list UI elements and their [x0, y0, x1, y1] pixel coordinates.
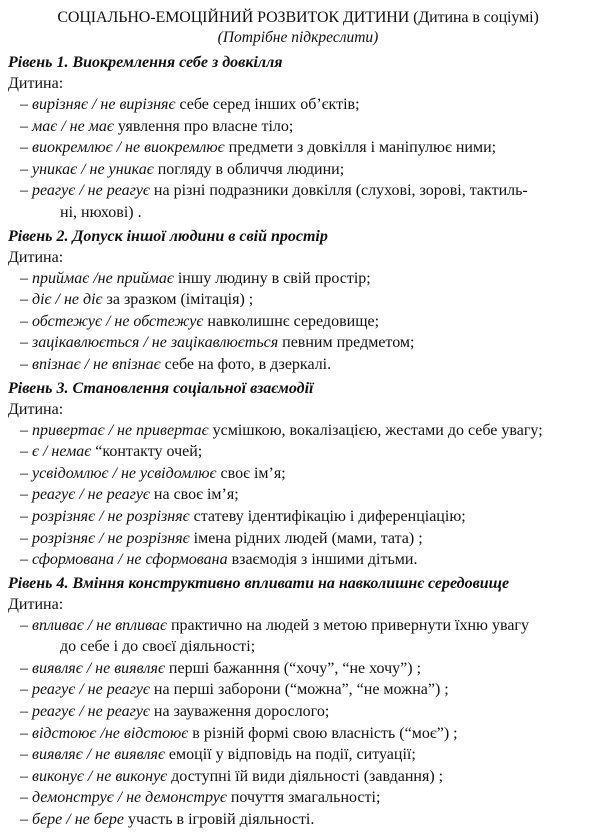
item-choice[interactable]: відстоює /не відстоює	[32, 724, 189, 742]
item-dash: –	[20, 139, 32, 157]
item-text: в різній формі свою власність (“моє”) ;	[192, 724, 458, 742]
list-item	[8, 463, 588, 485]
item-text: на перші заборони (“можна”, “не можна”) ;	[153, 681, 449, 699]
item-choice[interactable]: бере / не бере	[32, 811, 124, 829]
list-item	[8, 268, 588, 290]
item-text: предмети з довкілля і маніпулює ними;	[228, 139, 497, 157]
item-dash: –	[20, 486, 32, 504]
item-dash: –	[20, 182, 32, 200]
list-item	[8, 180, 588, 223]
list-item	[8, 506, 588, 528]
item-choice[interactable]: виокремлює / не виокремлює	[32, 139, 225, 157]
item-dash: –	[20, 160, 32, 178]
level-heading-2: Рівень 2. Допуск іншої людини в свій простір	[8, 227, 328, 245]
item-text: емоції у відповідь на події, ситуації;	[168, 746, 416, 764]
item-dash: –	[20, 464, 32, 482]
item-text: на зауваження дорослого;	[153, 703, 330, 721]
list-item	[8, 549, 588, 571]
item-dash: –	[20, 312, 32, 330]
item-choice[interactable]: вирізняє / не вирізняє	[32, 96, 176, 113]
item-text: уявлення про власне тіло;	[117, 117, 294, 135]
item-choice[interactable]: зацікавлюється / не зацікавлюється	[32, 334, 279, 352]
item-choice[interactable]: виявляє / не виявляє	[32, 746, 165, 764]
item-dash: –	[20, 659, 32, 677]
item-choice[interactable]: розрізняє / не розрізняє	[32, 529, 190, 547]
item-dash: –	[20, 703, 32, 721]
child-label: Дитина:	[8, 75, 64, 92]
item-choice[interactable]: усвідомлює / не усвідомлює	[32, 464, 217, 482]
item-choice[interactable]: виконує / не виконує	[32, 767, 168, 785]
list-item	[8, 137, 588, 159]
item-choice[interactable]: виявляє / не виявляє	[32, 659, 165, 677]
item-dash: –	[20, 529, 32, 547]
item-choice[interactable]: реагує / не реагує	[32, 486, 150, 504]
level-heading-4: Рівень 4. Вміння конструктивно впливати на навколишнє середовище	[8, 574, 510, 592]
item-text: навколишнє середовище;	[207, 312, 380, 330]
list-item	[8, 159, 588, 181]
list-item	[8, 484, 588, 506]
sections-container	[8, 52, 588, 831]
item-text: себе серед інших об’єктів;	[179, 96, 360, 113]
item-dash: –	[20, 551, 32, 569]
child-label: Дитина:	[8, 248, 64, 266]
level-heading-1: Рівень 1. Виокремлення себе з довкілля	[8, 54, 283, 71]
item-text: певним предметом;	[282, 334, 415, 352]
list-item	[8, 809, 588, 831]
item-choice[interactable]: впливає / не впливає	[32, 616, 167, 634]
item-choice[interactable]: розрізняє / не розрізняє	[32, 507, 190, 525]
item-dash: –	[20, 507, 32, 525]
item-choice[interactable]: обстежує / не обстежує	[32, 312, 204, 330]
item-text: усмішкою, вокалізацією, жестами до себе увагу;	[212, 421, 543, 439]
list-item	[8, 701, 588, 723]
item-dash: –	[20, 767, 32, 785]
list-item	[8, 289, 588, 311]
child-label: Дитина:	[8, 595, 64, 613]
item-dash: –	[20, 811, 32, 829]
item-dash: –	[20, 117, 32, 135]
item-choice[interactable]: має / не має	[32, 117, 114, 135]
item-text: почуття змагальності;	[230, 789, 381, 807]
list-item	[8, 744, 588, 766]
item-dash: –	[20, 355, 32, 373]
item-text: своє ім’я;	[220, 464, 286, 482]
child-label: Дитина:	[8, 400, 64, 418]
item-dash: –	[20, 789, 32, 807]
list-item	[8, 723, 588, 745]
item-dash: –	[20, 746, 32, 764]
item-text: взаємодія з іншими дітьми.	[231, 551, 418, 569]
item-dash: –	[20, 269, 32, 287]
item-choice[interactable]: демонструє / не демонструє	[32, 789, 227, 807]
item-dash: –	[20, 681, 32, 699]
item-choice[interactable]: реагує / не реагує	[32, 681, 150, 699]
item-text: статеву ідентифікацію і диференціацію;	[193, 507, 466, 525]
item-text-continued: до себе і до своєї діяльності;	[60, 638, 256, 656]
page-title: СОЦІАЛЬНО-ЕМОЦІЙНИЙ РОЗВИТОК ДИТИНИ (Дитина в соціумі)	[57, 9, 539, 26]
item-choice[interactable]: привертає / не привертає	[32, 421, 209, 439]
item-dash: –	[20, 616, 32, 634]
item-dash: –	[20, 724, 32, 742]
item-text: участь в ігровій діяльності.	[127, 811, 315, 829]
list-item	[8, 354, 588, 376]
list-item	[8, 311, 588, 333]
level-heading-3: Рівень 3. Становлення соціальної взаємодії	[8, 379, 314, 397]
list-item	[8, 766, 588, 788]
list-item	[8, 420, 588, 442]
item-text-continued: ні, нюхові) .	[60, 203, 142, 221]
item-text: перші бажанння (“хочу”, “не хочу”) ;	[168, 659, 422, 677]
list-item	[8, 615, 588, 658]
item-dash: –	[20, 421, 32, 439]
item-choice[interactable]: сформована / не сформована	[32, 551, 228, 569]
item-text: на різні подразники довкілля (слухові, зорові, тактиль-	[153, 182, 528, 200]
list-item	[8, 528, 588, 550]
item-dash: –	[20, 443, 32, 461]
list-item	[8, 787, 588, 809]
item-text: практично на людей з метою привернути їхню увагу	[170, 616, 529, 634]
list-item	[8, 679, 588, 701]
item-text: доступні їй види діяльності (завдання) ;	[171, 767, 444, 785]
item-choice[interactable]: діє / не діє	[32, 291, 103, 309]
list-item	[8, 116, 588, 138]
item-text: “контакту очей;	[95, 443, 203, 461]
item-dash: –	[20, 291, 32, 309]
item-choice[interactable]: приймає /не приймає	[32, 269, 174, 287]
item-choice[interactable]: впізнає / не впізнає	[32, 355, 161, 373]
list-item	[8, 441, 588, 463]
item-text: за зразком (імітація) ;	[106, 291, 254, 309]
item-dash: –	[20, 96, 32, 113]
item-dash: –	[20, 334, 32, 352]
item-choice[interactable]: реагує / не реагує	[32, 703, 150, 721]
item-text: іншу людину в свій простір;	[177, 269, 371, 287]
item-text: себе на фото, в дзеркалі.	[164, 355, 332, 373]
list-item	[8, 94, 588, 116]
item-text: погляду в обличчя людини;	[157, 160, 345, 178]
page-subtitle: (Потрібне підкреслити)	[217, 29, 379, 46]
list-item	[8, 658, 588, 680]
item-text: імена рідних людей (мами, тата) ;	[193, 529, 423, 547]
item-text: на своє ім’я;	[153, 486, 239, 504]
item-choice[interactable]: є / немає	[32, 443, 92, 461]
item-choice[interactable]: реагує / не реагує	[32, 182, 150, 200]
list-item	[8, 332, 588, 354]
item-choice[interactable]: уникає / не уникає	[32, 160, 154, 178]
